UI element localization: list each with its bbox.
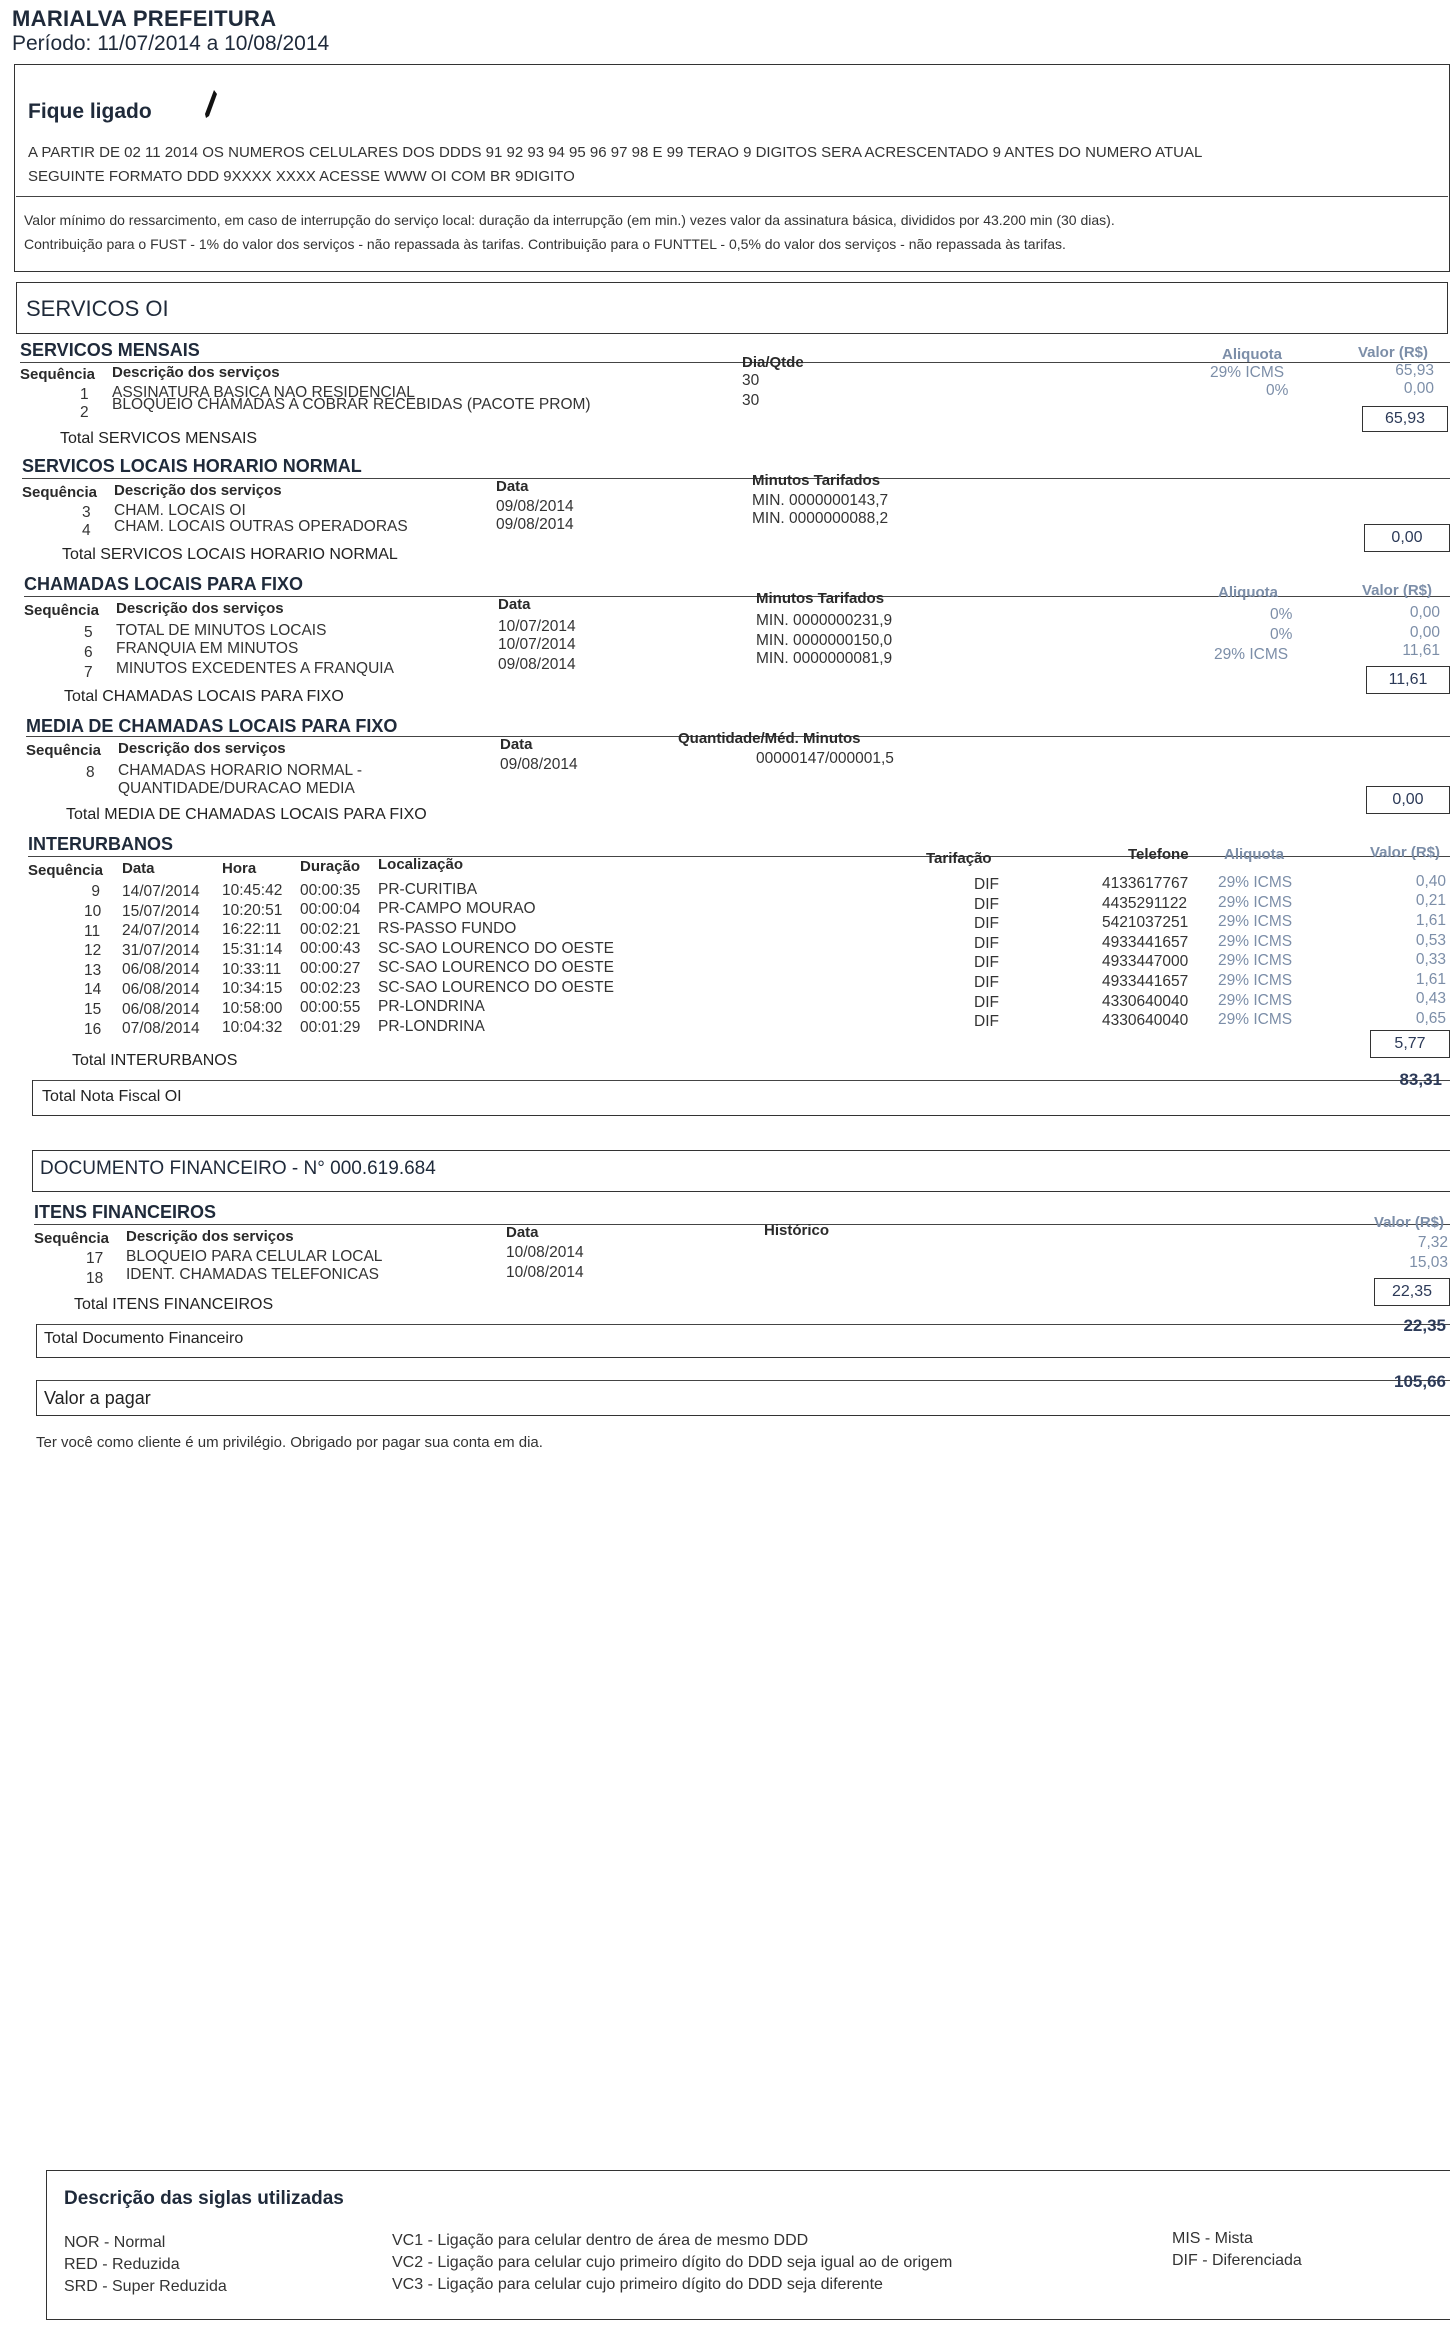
media-desc: CHAMADAS HORARIO NORMAL -: [118, 762, 363, 779]
fixo-data: 10/07/2014: [498, 636, 576, 653]
itens-col-data: Data: [506, 1224, 539, 1241]
interurbanos-tel: 4933447000: [1102, 953, 1189, 971]
interurbanos-tar: DIF: [974, 1013, 999, 1031]
itens-seq: 17: [86, 1250, 104, 1267]
interurbanos-data: 06/08/2014: [122, 981, 200, 998]
fixo-col-data: Data: [498, 596, 531, 613]
fixo-desc: MINUTOS EXCEDENTES A FRANQUIA: [116, 660, 394, 677]
interurbanos-tel: 4133617767: [1102, 874, 1189, 892]
interurbanos-aliq: 29% ICMS: [1218, 913, 1293, 931]
interurbanos-seq: 15: [84, 1000, 102, 1018]
company-title: MARIALVA PREFEITURA: [12, 6, 277, 31]
services-title: SERVICOS OI: [26, 296, 169, 321]
interurbanos-hora: 15:31:14: [222, 940, 283, 958]
table-row: [0, 1010, 1454, 1039]
media-col-data: Data: [500, 736, 533, 753]
fixo-seq: 7: [84, 664, 93, 681]
interurbanos-col-dur: Duração: [300, 858, 361, 875]
interurbanos-hora: 16:22:11: [222, 921, 282, 939]
locais-total: 0,00: [1364, 524, 1450, 552]
fixo-aliq: 0%: [1270, 606, 1293, 623]
mensais-aliq: 0%: [1266, 382, 1289, 399]
nota-fiscal-label: Total Nota Fiscal OI: [42, 1088, 182, 1105]
interurbanos-dur: 00:02:23: [300, 979, 361, 997]
mensais-col-desc: Descrição dos serviços: [112, 364, 280, 381]
legend-vc1: VC1 - Ligação para celular dentro de área de mesmo DDD: [392, 2232, 809, 2249]
interurbanos-dur: 00:02:21: [300, 920, 361, 938]
interurbanos-dur: 00:00:04: [300, 901, 361, 919]
itens-seq: 18: [86, 1270, 104, 1287]
fixo-min: MIN. 0000000231,9: [756, 612, 893, 629]
media-col-qty: Quantidade/Méd. Minutos: [678, 730, 861, 747]
interurbanos-total-label: Total INTERURBANOS: [72, 1052, 238, 1069]
interurbanos-hora: 10:33:11: [222, 960, 282, 978]
itens-desc: BLOQUEIO PARA CELULAR LOCAL: [126, 1248, 383, 1265]
interurbanos-aliq: 29% ICMS: [1218, 952, 1293, 970]
locais-seq: 4: [82, 522, 91, 539]
interurbanos-seq: 9: [91, 883, 100, 901]
notice-title: Fique ligado: [28, 100, 152, 123]
interurbanos-tar: DIF: [974, 973, 999, 991]
interurbanos-valor: 0,21: [1415, 892, 1446, 910]
interurbanos-valor: 0,53: [1415, 931, 1446, 949]
interurbanos-hora: 10:58:00: [222, 999, 283, 1017]
mensais-col-aliq: Aliquota: [1222, 346, 1282, 363]
interurbanos-tel: 5421037251: [1102, 914, 1189, 932]
interurbanos-data: 07/08/2014: [122, 1020, 200, 1038]
fixo-col-seq: Sequência: [24, 602, 100, 619]
interurbanos-tar: DIF: [974, 934, 999, 952]
mensais-desc: BLOQUEIO CHAMADAS A COBRAR RECEBIDAS (PACOTE PROM): [112, 396, 591, 413]
fixo-data: 10/07/2014: [498, 618, 576, 635]
interurbanos-col-tel: Telefone: [1128, 846, 1189, 863]
interurbanos-valor: 0,65: [1415, 1010, 1446, 1028]
fixo-aliq: 0%: [1270, 626, 1293, 643]
locais-min: MIN. 0000000088,2: [752, 510, 889, 527]
fixo-valor: 0,00: [1409, 604, 1440, 621]
interurbanos-tar: DIF: [974, 895, 999, 913]
total-documento-label: Total Documento Financeiro: [44, 1330, 244, 1347]
media-data: 09/08/2014: [500, 756, 578, 773]
interurbanos-dur: 00:01:29: [300, 1018, 361, 1036]
fixo-data: 09/08/2014: [498, 656, 576, 673]
locais-data: 09/08/2014: [496, 498, 574, 515]
itens-valor: 7,32: [1417, 1234, 1448, 1251]
locais-min: MIN. 0000000143,7: [752, 492, 889, 509]
total-documento-box: [36, 1324, 1450, 1358]
interurbanos-loc: SC-SAO LOURENCO DO OESTE: [378, 939, 614, 957]
notice-line-2: SEGUINTE FORMATO DDD 9XXXX XXXX ACESSE WWW OI COM BR 9DIGITO: [28, 168, 575, 185]
itens-total: 22,35: [1374, 1278, 1450, 1306]
interurbanos-valor: 0,33: [1415, 951, 1446, 969]
interurbanos-data: 06/08/2014: [122, 1000, 200, 1018]
fixo-col-aliq: Aliquota: [1218, 584, 1278, 601]
interurbanos-tar: DIF: [974, 915, 999, 933]
interurbanos-aliq: 29% ICMS: [1218, 991, 1293, 1009]
interurbanos-col-tar: Tarifação: [926, 850, 992, 867]
interurbanos-loc: PR-CAMPO MOURAO: [378, 900, 536, 918]
interurbanos-seq: 11: [84, 922, 101, 940]
legend-srd: SRD - Super Reduzida: [64, 2278, 227, 2295]
notice-line-1: A PARTIR DE 02 11 2014 OS NUMEROS CELULARES DOS DDDS 91 92 93 94 95 96 97 98 E 99 TERAO 9 DIGITOS SERA ACRESCENTADO 9 ANTES DO NUMERO ATUAL: [28, 144, 1203, 161]
interurbanos-dur: 00:00:43: [300, 940, 361, 958]
interurbanos-dur: 00:00:55: [300, 999, 361, 1017]
interurbanos-seq: 14: [84, 981, 102, 999]
fixo-min: MIN. 0000000081,9: [756, 650, 893, 667]
fixo-total: 11,61: [1366, 666, 1450, 694]
fixo-title: CHAMADAS LOCAIS PARA FIXO: [24, 574, 303, 594]
itens-desc: IDENT. CHAMADAS TELEFONICAS: [126, 1266, 379, 1283]
itens-data: 10/08/2014: [506, 1264, 584, 1281]
closing-message: Ter você como cliente é um privilégio. Obrigado por pagar sua conta em dia.: [36, 1434, 543, 1451]
media-title: MEDIA DE CHAMADAS LOCAIS PARA FIXO: [26, 716, 398, 736]
media-desc-2: QUANTIDADE/DURACAO MEDIA: [118, 780, 355, 797]
valor-pagar-box: [36, 1380, 1450, 1416]
interurbanos-aliq: 29% ICMS: [1218, 932, 1293, 950]
interurbanos-hora: 10:45:42: [222, 882, 283, 900]
fixo-seq: 6: [84, 644, 93, 661]
notice-divider: [16, 196, 1448, 197]
mensais-seq: 2: [80, 404, 89, 421]
interurbanos-loc: PR-CURITIBA: [378, 880, 478, 898]
interurbanos-tel: 4435291122: [1102, 894, 1188, 912]
interurbanos-tar: DIF: [974, 993, 999, 1011]
interurbanos-data: 15/07/2014: [122, 902, 200, 920]
legend-dif: DIF - Diferenciada: [1172, 2252, 1302, 2269]
interurbanos-loc: SC-SAO LOURENCO DO OESTE: [378, 959, 614, 977]
interurbanos-loc: SC-SAO LOURENCO DO OESTE: [378, 978, 614, 996]
interurbanos-valor: 1,61: [1415, 912, 1446, 930]
locais-data: 09/08/2014: [496, 516, 574, 533]
mensais-aliq: 29% ICMS: [1210, 364, 1285, 381]
total-documento-value: 22,35: [1403, 1316, 1446, 1335]
mensais-qty: 30: [742, 392, 760, 409]
legend-vc2: VC2 - Ligação para celular cujo primeiro dígito do DDD seja igual ao de origem: [392, 2254, 953, 2271]
locais-desc: CHAM. LOCAIS OI: [114, 502, 246, 519]
interurbanos-dur: 00:00:35: [300, 881, 361, 899]
media-seq: 8: [86, 764, 95, 781]
itens-total-label: Total ITENS FINANCEIROS: [74, 1296, 274, 1313]
fixo-valor: 0,00: [1409, 624, 1440, 641]
legend-title: Descrição das siglas utilizadas: [64, 2188, 344, 2209]
interurbanos-col-seq: Sequência: [28, 862, 104, 879]
nota-fiscal-box: [32, 1080, 1450, 1116]
notice-line-3: Valor mínimo do ressarcimento, em caso de interrupção do serviço local: duração da interrupção (em min.) vezes valor da assinatura básica, divididos por 43.200 min (30 dias).: [24, 212, 1115, 228]
interurbanos-valor: 0,43: [1415, 990, 1446, 1008]
interurbanos-valor: 0,40: [1415, 872, 1446, 890]
interurbanos-aliq: 29% ICMS: [1218, 873, 1293, 891]
interurbanos-aliq: 29% ICMS: [1218, 1011, 1293, 1029]
interurbanos-data: 06/08/2014: [122, 961, 200, 979]
billing-period: Período: 11/07/2014 a 10/08/2014: [12, 32, 330, 55]
interurbanos-total: 5,77: [1370, 1030, 1450, 1058]
locais-rule: [22, 478, 1450, 479]
interurbanos-hora: 10:34:15: [222, 980, 283, 998]
locais-title: SERVICOS LOCAIS HORARIO NORMAL: [22, 456, 362, 476]
interurbanos-tel: 4330640040: [1102, 1012, 1189, 1030]
interurbanos-col-aliq: Aliquota: [1224, 846, 1284, 863]
itens-col-valor: Valor (R$): [1374, 1214, 1445, 1231]
interurbanos-dur: 00:00:27: [300, 959, 361, 977]
interurbanos-col-hora: Hora: [222, 860, 257, 877]
notice-line-4: Contribuição para o FUST - 1% do valor dos serviços - não repassada às tarifas. Contribuição para o FUNTTEL - 0,5% do valor dos serviços - não repassada às tarifas.: [24, 236, 1066, 252]
media-total: 0,00: [1366, 786, 1450, 814]
locais-seq: 3: [82, 504, 91, 521]
media-total-label: Total MEDIA DE CHAMADAS LOCAIS PARA FIXO: [66, 806, 427, 823]
media-col-seq: Sequência: [26, 742, 102, 759]
legend-mis: MIS - Mista: [1172, 2230, 1253, 2247]
interurbanos-tar: DIF: [974, 954, 999, 972]
services-title-box: [16, 282, 1448, 334]
documento-title: DOCUMENTO FINANCEIRO - N° 000.619.684: [40, 1158, 436, 1179]
interurbanos-tel: 4933441657: [1102, 933, 1189, 951]
interurbanos-aliq: 29% ICMS: [1218, 971, 1293, 989]
interurbanos-aliq: 29% ICMS: [1218, 893, 1293, 911]
interurbanos-tel: 4330640040: [1102, 992, 1189, 1010]
mensais-total-label: Total SERVICOS MENSAIS: [60, 430, 258, 447]
interurbanos-loc: PR-LONDRINA: [378, 998, 485, 1016]
fixo-min: MIN. 0000000150,0: [756, 632, 893, 649]
mensais-col-valor: Valor (R$): [1358, 344, 1429, 361]
locais-col-data: Data: [496, 478, 529, 495]
interurbanos-tar: DIF: [974, 875, 999, 893]
interurbanos-seq: 16: [84, 1020, 102, 1038]
fixo-col-desc: Descrição dos serviços: [116, 600, 284, 617]
interurbanos-loc: PR-LONDRINA: [378, 1018, 485, 1036]
legend-red: RED - Reduzida: [64, 2256, 180, 2273]
mensais-desc: ASSINATURA BASICA NAO RESIDENCIAL: [112, 384, 415, 401]
locais-col-seq: Sequência: [22, 484, 98, 501]
interurbanos-title: INTERURBANOS: [28, 834, 174, 854]
itens-col-seq: Sequência: [34, 1230, 110, 1247]
fixo-aliq: 29% ICMS: [1214, 646, 1289, 663]
mensais-total: 65,93: [1362, 406, 1448, 432]
itens-title: ITENS FINANCEIROS: [34, 1202, 217, 1222]
itens-valor: 15,03: [1409, 1254, 1448, 1271]
interurbanos-data: 31/07/2014: [122, 941, 200, 959]
media-col-desc: Descrição dos serviços: [118, 740, 286, 757]
itens-col-hist: Histórico: [764, 1222, 830, 1239]
pen-mark-icon: [204, 90, 218, 120]
interurbanos-seq: 13: [84, 961, 102, 979]
interurbanos-hora: 10:04:32: [222, 1019, 283, 1037]
mensais-valor: 0,00: [1403, 380, 1434, 397]
interurbanos-tel: 4933441657: [1102, 972, 1189, 990]
itens-rule: [34, 1224, 1450, 1225]
mensais-col-qty: Dia/Qtde: [742, 354, 804, 371]
mensais-title: SERVICOS MENSAIS: [20, 340, 200, 360]
fixo-valor: 11,61: [1402, 642, 1440, 659]
mensais-seq: 1: [80, 386, 89, 403]
mensais-valor: 65,93: [1395, 362, 1434, 379]
mensais-qty: 30: [742, 372, 760, 389]
fixo-desc: FRANQUIA EM MINUTOS: [116, 640, 299, 657]
interurbanos-valor: 1,61: [1415, 970, 1446, 988]
interurbanos-seq: 10: [84, 902, 102, 920]
locais-total-label: Total SERVICOS LOCAIS HORARIO NORMAL: [62, 546, 398, 563]
legend-vc3: VC3 - Ligação para celular cujo primeiro dígito do DDD seja diferente: [392, 2276, 883, 2293]
itens-col-desc: Descrição dos serviços: [126, 1228, 294, 1245]
interurbanos-seq: 12: [84, 942, 102, 960]
interurbanos-data: 14/07/2014: [122, 883, 200, 900]
locais-col-desc: Descrição dos serviços: [114, 482, 282, 499]
itens-data: 10/08/2014: [506, 1244, 584, 1261]
locais-col-min: Minutos Tarifados: [752, 472, 881, 489]
fixo-desc: TOTAL DE MINUTOS LOCAIS: [116, 622, 327, 639]
interurbanos-hora: 10:20:51: [222, 901, 283, 919]
nota-fiscal-value: 83,31: [1399, 1070, 1442, 1089]
legend-nor: NOR - Normal: [64, 2234, 166, 2251]
media-qty: 00000147/000001,5: [756, 750, 894, 767]
interurbanos-col-loc: Localização: [378, 856, 464, 873]
fixo-col-valor: Valor (R$): [1362, 582, 1433, 599]
interurbanos-data: 24/07/2014: [122, 922, 200, 940]
locais-desc: CHAM. LOCAIS OUTRAS OPERADORAS: [114, 518, 408, 535]
interurbanos-col-data: Data: [122, 860, 155, 877]
fixo-total-label: Total CHAMADAS LOCAIS PARA FIXO: [64, 688, 344, 705]
interurbanos-loc: RS-PASSO FUNDO: [378, 920, 517, 938]
fixo-seq: 5: [84, 624, 93, 641]
valor-pagar-label: Valor a pagar: [44, 1388, 151, 1408]
interurbanos-col-valor: Valor (R$): [1370, 844, 1441, 861]
fixo-col-min: Minutos Tarifados: [756, 590, 885, 607]
valor-pagar-value: 105,66: [1394, 1372, 1446, 1391]
mensais-col-seq: Sequência: [20, 366, 96, 383]
